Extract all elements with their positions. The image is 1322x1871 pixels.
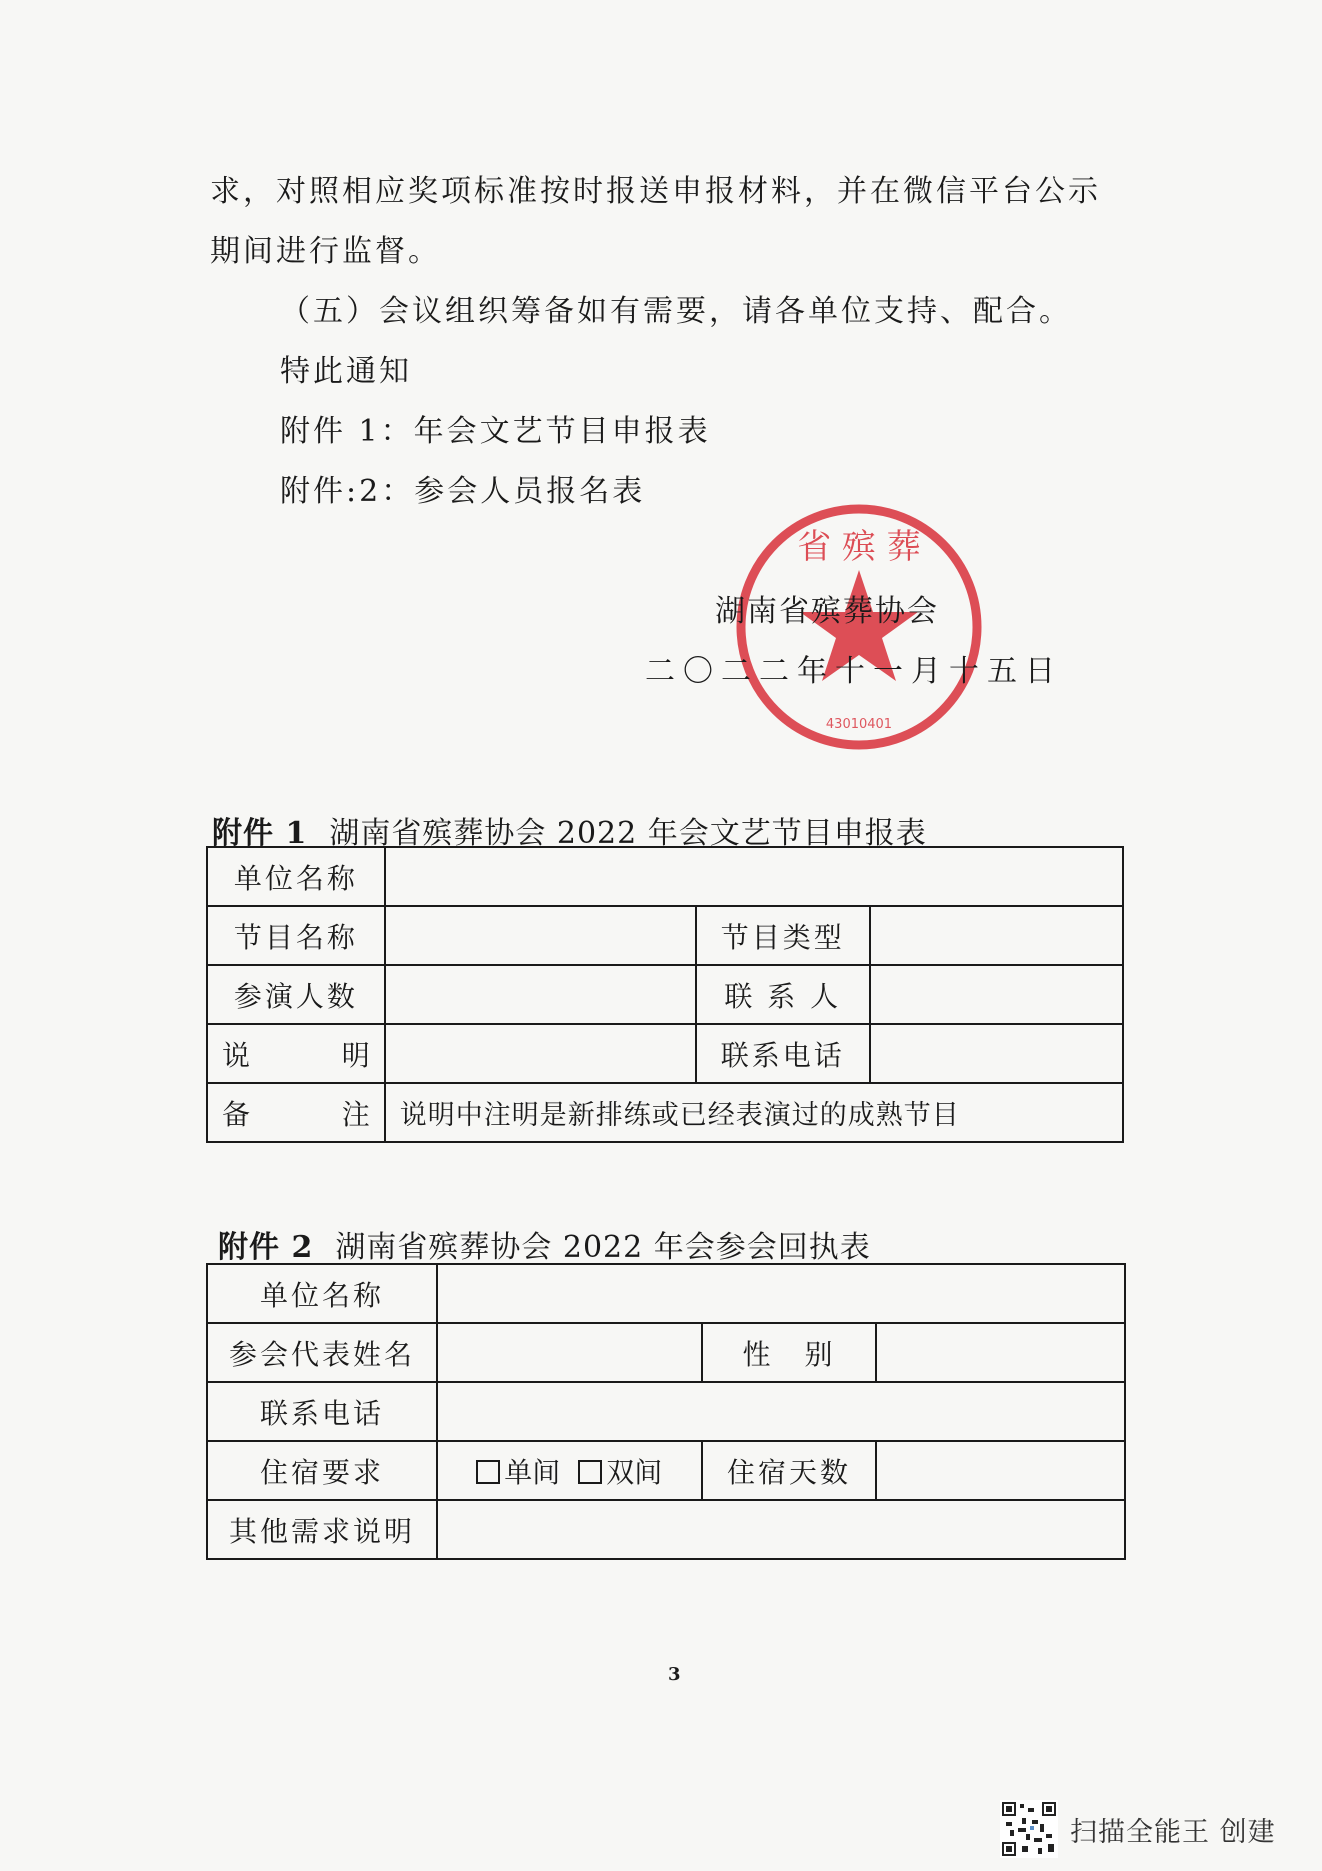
attachment-1-title: 湖南省殡葬协会 2022 年会文艺节目申报表 <box>329 816 927 851</box>
body-line-2: 期间进行监督。 <box>210 234 441 269</box>
item-five: （五）会议组织筹备如有需要，请各单位支持、配合。 <box>280 294 1072 329</box>
lodging-days-field[interactable] <box>876 1441 1125 1500</box>
unit-name-field[interactable] <box>385 847 1123 906</box>
table-row <box>207 1323 1125 1382</box>
scanner-watermark-text: 扫描全能王 创建 <box>1070 1816 1276 1848</box>
remark-label-b: 注 <box>341 1097 370 1131</box>
rep-name-label: 参会代表姓名 <box>207 1323 437 1382</box>
phone-label: 联系电话 <box>696 1024 870 1083</box>
table-row <box>207 847 1123 906</box>
gender-label: 性 别 <box>702 1323 877 1382</box>
program-type-field[interactable] <box>870 906 1123 965</box>
contact-label: 联 系 人 <box>696 965 870 1024</box>
svg-text:省 殡 葬: 省 殡 葬 <box>797 527 921 567</box>
attachment-1-label: 附件 1 <box>212 816 308 851</box>
remark-label-a: 备 <box>222 1097 251 1131</box>
attachment-2-label: 附件 2 <box>218 1230 314 1265</box>
program-name-label: 节目名称 <box>207 906 385 965</box>
unit-name-field[interactable] <box>437 1264 1125 1323</box>
lodging-label: 住宿要求 <box>207 1441 437 1500</box>
single-room-checkbox[interactable] <box>476 1460 500 1484</box>
rep-name-field[interactable] <box>437 1323 702 1382</box>
attachment-2-title: 湖南省殡葬协会 2022 年会参会回执表 <box>335 1230 871 1265</box>
qr-code-icon <box>1000 1800 1058 1858</box>
table-row <box>207 1264 1125 1323</box>
unit-name-label: 单位名称 <box>207 1264 437 1323</box>
lodging-days-label: 住宿天数 <box>702 1441 877 1500</box>
double-room-label: 双间 <box>606 1455 663 1489</box>
attachment-1-ref: 附件 1：年会文艺节目申报表 <box>280 414 711 449</box>
program-type-label: 节目类型 <box>696 906 870 965</box>
other-needs-label: 其他需求说明 <box>207 1500 437 1559</box>
attachment-2-ref: 附件:2：参会人员报名表 <box>280 474 646 509</box>
other-needs-field[interactable] <box>437 1500 1125 1559</box>
double-room-option[interactable] <box>578 1456 662 1489</box>
performers-label: 参演人数 <box>207 965 385 1024</box>
remark-text: 说明中注明是新排练或已经表演过的成熟节目 <box>385 1083 1123 1142</box>
phone-label: 联系电话 <box>207 1382 437 1441</box>
table-row <box>207 965 1123 1024</box>
double-room-checkbox[interactable] <box>578 1460 602 1484</box>
remark-label <box>207 1083 385 1142</box>
single-room-label: 单间 <box>504 1455 561 1489</box>
table-row <box>207 1024 1123 1083</box>
program-name-field[interactable] <box>385 906 696 965</box>
description-label-b: 明 <box>341 1038 370 1072</box>
description-field[interactable] <box>385 1024 696 1083</box>
table-row <box>207 1382 1125 1441</box>
table-row <box>207 1441 1125 1500</box>
phone-field[interactable] <box>870 1024 1123 1083</box>
single-room-option[interactable] <box>476 1456 560 1489</box>
attendance-form-table <box>206 1263 1126 1560</box>
table-row <box>207 1083 1123 1142</box>
scanner-footer <box>1000 1800 1276 1858</box>
contact-field[interactable] <box>870 965 1123 1024</box>
unit-name-label: 单位名称 <box>207 847 385 906</box>
issue-date: 二〇二二年十一月十五日 <box>645 654 1063 689</box>
performers-field[interactable] <box>385 965 696 1024</box>
page-number: 3 <box>668 1664 681 1685</box>
attachment-2-heading <box>218 1222 871 1266</box>
description-label <box>207 1024 385 1083</box>
description-label-a: 说 <box>222 1038 251 1072</box>
notice-text: 特此通知 <box>280 354 412 389</box>
lodging-options <box>437 1441 702 1500</box>
issuer-name: 湖南省殡葬协会 <box>715 594 939 629</box>
table-row <box>207 1500 1125 1559</box>
body-line-1: 求，对照相应奖项标准按时报送申报材料，并在微信平台公示 <box>210 174 1101 209</box>
table-row <box>207 906 1123 965</box>
gender-field[interactable] <box>876 1323 1125 1382</box>
program-form-table <box>206 846 1124 1143</box>
svg-text:43010401: 43010401 <box>825 717 893 732</box>
phone-field[interactable] <box>437 1382 1125 1441</box>
